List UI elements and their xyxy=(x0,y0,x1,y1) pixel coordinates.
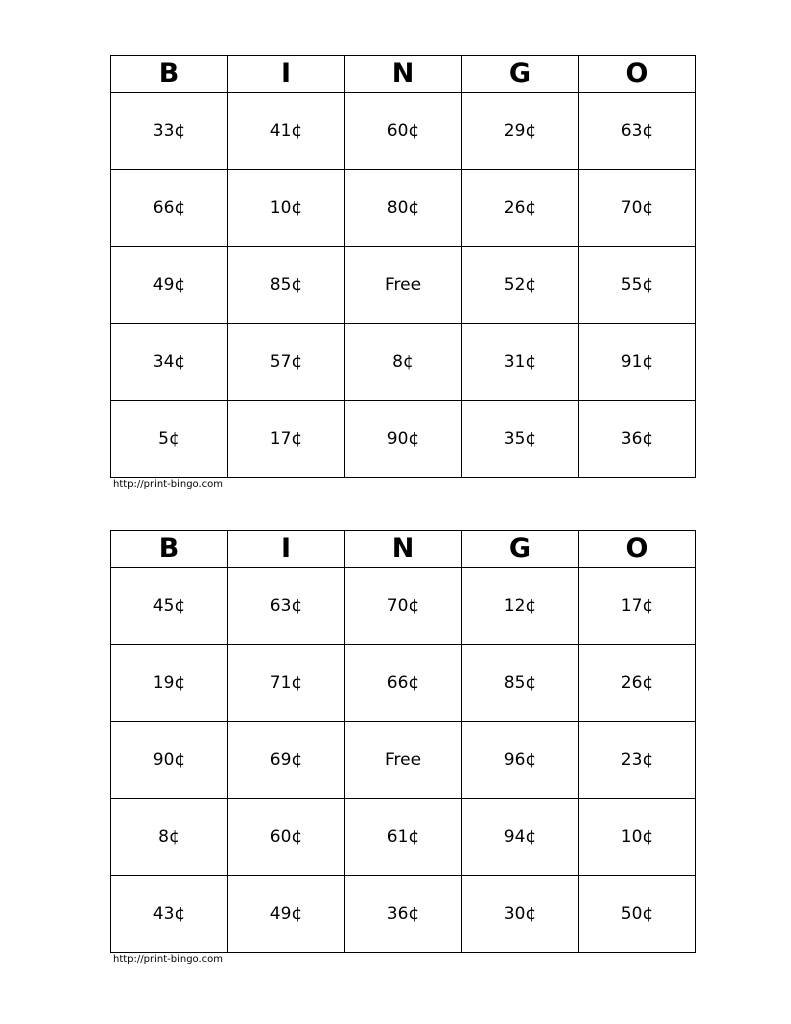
bingo-cell: 36¢ xyxy=(345,876,462,953)
source-url: http://print-bingo.com xyxy=(113,954,224,965)
bingo-row xyxy=(111,93,696,170)
bingo-grid xyxy=(110,530,696,953)
bingo-cell: 69¢ xyxy=(228,722,345,799)
bingo-cell: 23¢ xyxy=(579,722,696,799)
bingo-cell: 52¢ xyxy=(462,247,579,324)
bingo-cell: 71¢ xyxy=(228,645,345,722)
header-letter-n: N xyxy=(345,56,462,93)
bingo-row xyxy=(111,799,696,876)
bingo-cell: 63¢ xyxy=(228,568,345,645)
bingo-cell: 90¢ xyxy=(345,401,462,478)
bingo-cell: 90¢ xyxy=(111,722,228,799)
bingo-cell: 70¢ xyxy=(579,170,696,247)
header-letter-o: O xyxy=(579,56,696,93)
bingo-cell: 96¢ xyxy=(462,722,579,799)
bingo-header-row xyxy=(111,531,696,568)
bingo-cell: 8¢ xyxy=(345,324,462,401)
bingo-cell: 19¢ xyxy=(111,645,228,722)
bingo-card-2 xyxy=(110,530,696,965)
bingo-cell: 43¢ xyxy=(111,876,228,953)
bingo-cell: 10¢ xyxy=(228,170,345,247)
bingo-cell: 50¢ xyxy=(579,876,696,953)
source-url: http://print-bingo.com xyxy=(113,479,224,490)
bingo-cell: 17¢ xyxy=(579,568,696,645)
header-letter-b: B xyxy=(111,56,228,93)
bingo-cell: 94¢ xyxy=(462,799,579,876)
bingo-cell: 45¢ xyxy=(111,568,228,645)
bingo-row xyxy=(111,324,696,401)
bingo-cell: 5¢ xyxy=(111,401,228,478)
bingo-cell: 63¢ xyxy=(579,93,696,170)
bingo-cell: 85¢ xyxy=(462,645,579,722)
bingo-cell: 57¢ xyxy=(228,324,345,401)
header-letter-g: G xyxy=(462,531,579,568)
bingo-cell: 60¢ xyxy=(228,799,345,876)
bingo-cell: 30¢ xyxy=(462,876,579,953)
bingo-cell: 60¢ xyxy=(345,93,462,170)
bingo-cell: 33¢ xyxy=(111,93,228,170)
bingo-cell: 35¢ xyxy=(462,401,579,478)
bingo-cell: 61¢ xyxy=(345,799,462,876)
bingo-cell: 29¢ xyxy=(462,93,579,170)
bingo-cell: 31¢ xyxy=(462,324,579,401)
bingo-cell: 55¢ xyxy=(579,247,696,324)
bingo-cell: 49¢ xyxy=(228,876,345,953)
header-letter-i: I xyxy=(228,56,345,93)
bingo-cell: 41¢ xyxy=(228,93,345,170)
bingo-cell: 34¢ xyxy=(111,324,228,401)
bingo-cell: 70¢ xyxy=(345,568,462,645)
bingo-cell: 91¢ xyxy=(579,324,696,401)
bingo-free-cell: Free xyxy=(345,722,462,799)
bingo-cell: 26¢ xyxy=(579,645,696,722)
bingo-header-row xyxy=(111,56,696,93)
bingo-row xyxy=(111,247,696,324)
bingo-row xyxy=(111,722,696,799)
bingo-grid xyxy=(110,55,696,478)
bingo-cell: 85¢ xyxy=(228,247,345,324)
header-letter-i: I xyxy=(228,531,345,568)
bingo-row xyxy=(111,401,696,478)
bingo-cell: 8¢ xyxy=(111,799,228,876)
bingo-row xyxy=(111,876,696,953)
bingo-cell: 36¢ xyxy=(579,401,696,478)
bingo-cell: 12¢ xyxy=(462,568,579,645)
bingo-cell: 66¢ xyxy=(345,645,462,722)
header-letter-n: N xyxy=(345,531,462,568)
bingo-cell: 49¢ xyxy=(111,247,228,324)
bingo-cell: 66¢ xyxy=(111,170,228,247)
bingo-free-cell: Free xyxy=(345,247,462,324)
bingo-cell: 17¢ xyxy=(228,401,345,478)
bingo-row xyxy=(111,568,696,645)
bingo-row xyxy=(111,170,696,247)
header-letter-b: B xyxy=(111,531,228,568)
bingo-card-1 xyxy=(110,55,696,490)
bingo-cell: 26¢ xyxy=(462,170,579,247)
header-letter-o: O xyxy=(579,531,696,568)
bingo-cell: 10¢ xyxy=(579,799,696,876)
bingo-cell: 80¢ xyxy=(345,170,462,247)
bingo-row xyxy=(111,645,696,722)
header-letter-g: G xyxy=(462,56,579,93)
